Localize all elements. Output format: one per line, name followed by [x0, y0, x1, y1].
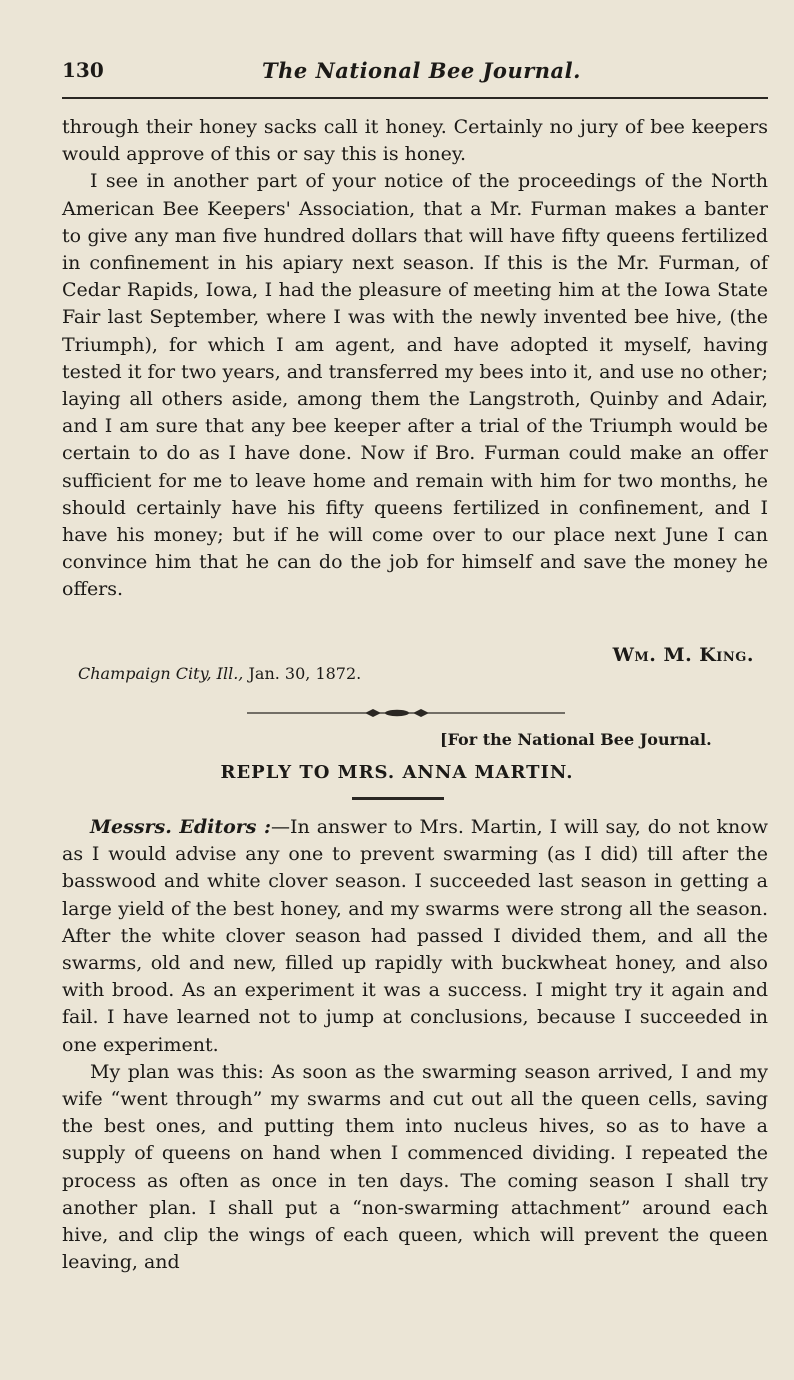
running-header: [62, 56, 768, 90]
dateline-place: Champaign City, Ill.,: [78, 664, 244, 683]
section-ornament: [247, 708, 565, 718]
paragraph: through their honey sacks call it honey. Certainly no jury of bee keepers would approve of this or say this is honey.: [62, 116, 768, 166]
dateline: [78, 664, 361, 683]
paragraph-text: —In answer to Mrs. Martin, I will say, do not know as I would advise any one to prevent swarming (as I did) till after the basswood and white clover season. I succeeded last season in getting a large yield of the best honey, and my swarms were strong all the season. After the white clover season had passed I divided them, and all the swarms, old and new, filled up rapidly with buckwheat honey, and also with brood. As an experiment it was a success. I might try it again and fail. I have learned not to jump at conclusions, because I succeeded in one experiment.: [62, 816, 768, 1056]
article-title: REPLY TO MRS. ANNA MARTIN.: [220, 762, 574, 783]
paragraph: I see in another part of your notice of the proceedings of the North American Bee Keepers' Association, that a Mr. Furman makes a banter to give any man five hundred dollars that will have fifty queens fertilized in confinement in his apiary next season. If this is the Mr. Furman, of Cedar Rapids, Iowa, I had the pleasure of meeting him at the Iowa State Fair last September, where I was with the newly invented bee hive, (the Triumph), for which I am agent, and have adopted it myself, having tested it for two years, and transferred my bees into it, and use no other; laying all others aside, among them the Langstroth, Quinby and Adair, and I am sure that any bee keeper after a trial of the Triumph would be certain to do as I have done. Now if Bro. Furman could make an offer sufficient for me to leave home and remain with him for two months, he should certainly have his fifty queens fertilized in confinement, and I have his money; but if he will come over to our place next June I can convince him that he can do the job for himself and save the money he offers.: [62, 170, 768, 601]
salutation: Messrs. Editors :: [90, 816, 272, 838]
page-number: 130: [62, 58, 104, 82]
title-rule: [352, 797, 444, 800]
article-body: [62, 814, 768, 1276]
continued-letter: [62, 114, 768, 604]
source-credit: [For the National Bee Journal.: [440, 730, 712, 749]
dateline-date: Jan. 30, 1872.: [248, 664, 362, 683]
signature: Wm. M. King.: [612, 644, 754, 666]
header-rule: [62, 97, 768, 99]
paragraph: My plan was this: As soon as the swarming season arrived, I and my wife “went through” my swarms and cut out all the queen cells, saving the best ones, and putting them into nucleus hives, so as to have a supply of queens on hand when I commenced dividing. I repeated the process as often as once in ten days. The coming season I shall try another plan. I shall put a “non-swarming attachment” around each hive, and clip the wings of each queen, which will prevent the queen leaving, and: [62, 1060, 768, 1274]
journal-title: The National Bee Journal.: [262, 58, 581, 83]
paragraph: [62, 814, 768, 1059]
